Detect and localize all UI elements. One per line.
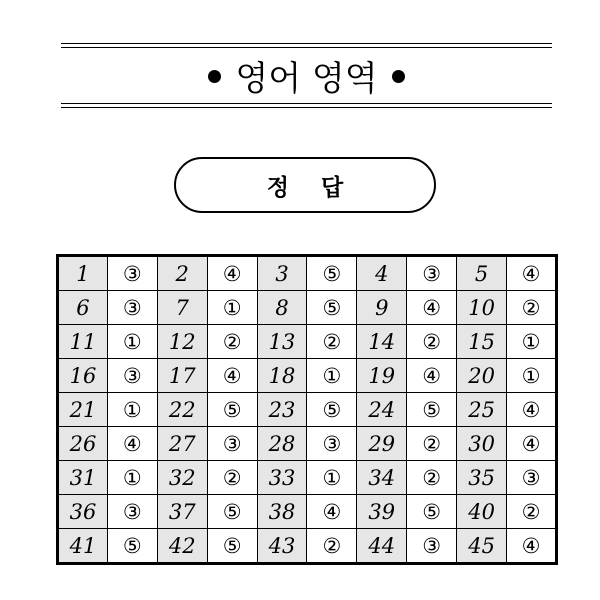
answer-choice: ③ — [407, 256, 457, 291]
answer-choice: ① — [307, 359, 357, 393]
answer-choice: ③ — [207, 427, 257, 461]
answer-choice: ⑤ — [207, 495, 257, 529]
question-number: 36 — [58, 495, 108, 529]
question-number: 43 — [257, 529, 307, 564]
question-number: 22 — [157, 393, 207, 427]
answer-choice: ② — [207, 461, 257, 495]
answer-choice: ③ — [107, 256, 157, 291]
table-row — [58, 495, 557, 529]
question-number: 41 — [58, 529, 108, 564]
answer-choice: ② — [507, 495, 557, 529]
title-text: 영어 영역 — [235, 58, 378, 99]
answer-choice: ① — [107, 393, 157, 427]
answer-choice: ① — [507, 325, 557, 359]
answer-choice: ④ — [507, 393, 557, 427]
answer-choice: ④ — [507, 427, 557, 461]
answer-choice: ④ — [207, 256, 257, 291]
answer-choice: ② — [307, 529, 357, 564]
question-number: 26 — [58, 427, 108, 461]
bottom-rule-outer — [61, 103, 552, 104]
table-row — [58, 393, 557, 427]
answer-choice: ⑤ — [207, 393, 257, 427]
answer-choice: ④ — [207, 359, 257, 393]
answer-choice: ③ — [307, 427, 357, 461]
question-number: 13 — [257, 325, 307, 359]
question-number: 11 — [58, 325, 108, 359]
question-number: 8 — [257, 291, 307, 325]
question-number: 30 — [457, 427, 507, 461]
question-number: 14 — [357, 325, 407, 359]
answer-choice: ⑤ — [407, 495, 457, 529]
question-number: 34 — [357, 461, 407, 495]
question-number: 9 — [357, 291, 407, 325]
answer-choice: ① — [107, 325, 157, 359]
table-row — [58, 461, 557, 495]
question-number: 5 — [457, 256, 507, 291]
bullet-icon — [208, 70, 221, 83]
answer-choice: ⑤ — [307, 393, 357, 427]
answer-label: 정 답 — [266, 174, 356, 201]
answer-choice: ③ — [107, 359, 157, 393]
question-number: 45 — [457, 529, 507, 564]
question-number: 38 — [257, 495, 307, 529]
question-number: 39 — [357, 495, 407, 529]
question-number: 2 — [157, 256, 207, 291]
answer-choice: ② — [407, 325, 457, 359]
answer-choice: ② — [507, 291, 557, 325]
question-number: 24 — [357, 393, 407, 427]
question-number: 21 — [58, 393, 108, 427]
answer-choice: ③ — [507, 461, 557, 495]
table-row — [58, 291, 557, 325]
question-number: 37 — [157, 495, 207, 529]
table-row — [58, 529, 557, 564]
answer-choice: ⑤ — [307, 291, 357, 325]
answer-choice: ② — [307, 325, 357, 359]
answer-choice: ④ — [507, 529, 557, 564]
answer-choice: ③ — [107, 495, 157, 529]
question-number: 7 — [157, 291, 207, 325]
bottom-rule-inner — [61, 107, 552, 108]
answer-choice: ① — [307, 461, 357, 495]
answer-choice: ④ — [307, 495, 357, 529]
question-number: 32 — [157, 461, 207, 495]
question-number: 40 — [457, 495, 507, 529]
answer-choice: ① — [107, 461, 157, 495]
answer-choice: ⑤ — [207, 529, 257, 564]
table-row — [58, 427, 557, 461]
answer-choice: ③ — [407, 529, 457, 564]
answer-choice: ③ — [107, 291, 157, 325]
question-number: 10 — [457, 291, 507, 325]
question-number: 6 — [58, 291, 108, 325]
question-number: 19 — [357, 359, 407, 393]
question-number: 35 — [457, 461, 507, 495]
question-number: 18 — [257, 359, 307, 393]
answer-choice: ① — [207, 291, 257, 325]
question-number: 12 — [157, 325, 207, 359]
answer-choice: ④ — [507, 256, 557, 291]
question-number: 3 — [257, 256, 307, 291]
answer-choice: ④ — [407, 291, 457, 325]
question-number: 42 — [157, 529, 207, 564]
answer-table — [56, 254, 558, 565]
answer-choice: ② — [407, 427, 457, 461]
question-number: 29 — [357, 427, 407, 461]
top-rule-outer — [61, 43, 552, 44]
question-number: 25 — [457, 393, 507, 427]
page-title — [61, 50, 552, 100]
question-number: 15 — [457, 325, 507, 359]
question-number: 1 — [58, 256, 108, 291]
question-number: 20 — [457, 359, 507, 393]
question-number: 44 — [357, 529, 407, 564]
answer-choice: ⑤ — [307, 256, 357, 291]
table-row — [58, 325, 557, 359]
answer-choice: ④ — [107, 427, 157, 461]
table-row — [58, 256, 557, 291]
question-number: 4 — [357, 256, 407, 291]
question-number: 31 — [58, 461, 108, 495]
answer-label-box — [174, 157, 436, 213]
answer-choice: ① — [507, 359, 557, 393]
question-number: 28 — [257, 427, 307, 461]
table-row — [58, 359, 557, 393]
bullet-icon — [392, 70, 405, 83]
question-number: 33 — [257, 461, 307, 495]
answer-choice: ② — [407, 461, 457, 495]
answer-choice: ⑤ — [407, 393, 457, 427]
question-number: 17 — [157, 359, 207, 393]
answer-choice: ④ — [407, 359, 457, 393]
question-number: 16 — [58, 359, 108, 393]
answer-choice: ⑤ — [107, 529, 157, 564]
question-number: 23 — [257, 393, 307, 427]
top-rule-inner — [61, 47, 552, 48]
question-number: 27 — [157, 427, 207, 461]
answer-choice: ② — [207, 325, 257, 359]
